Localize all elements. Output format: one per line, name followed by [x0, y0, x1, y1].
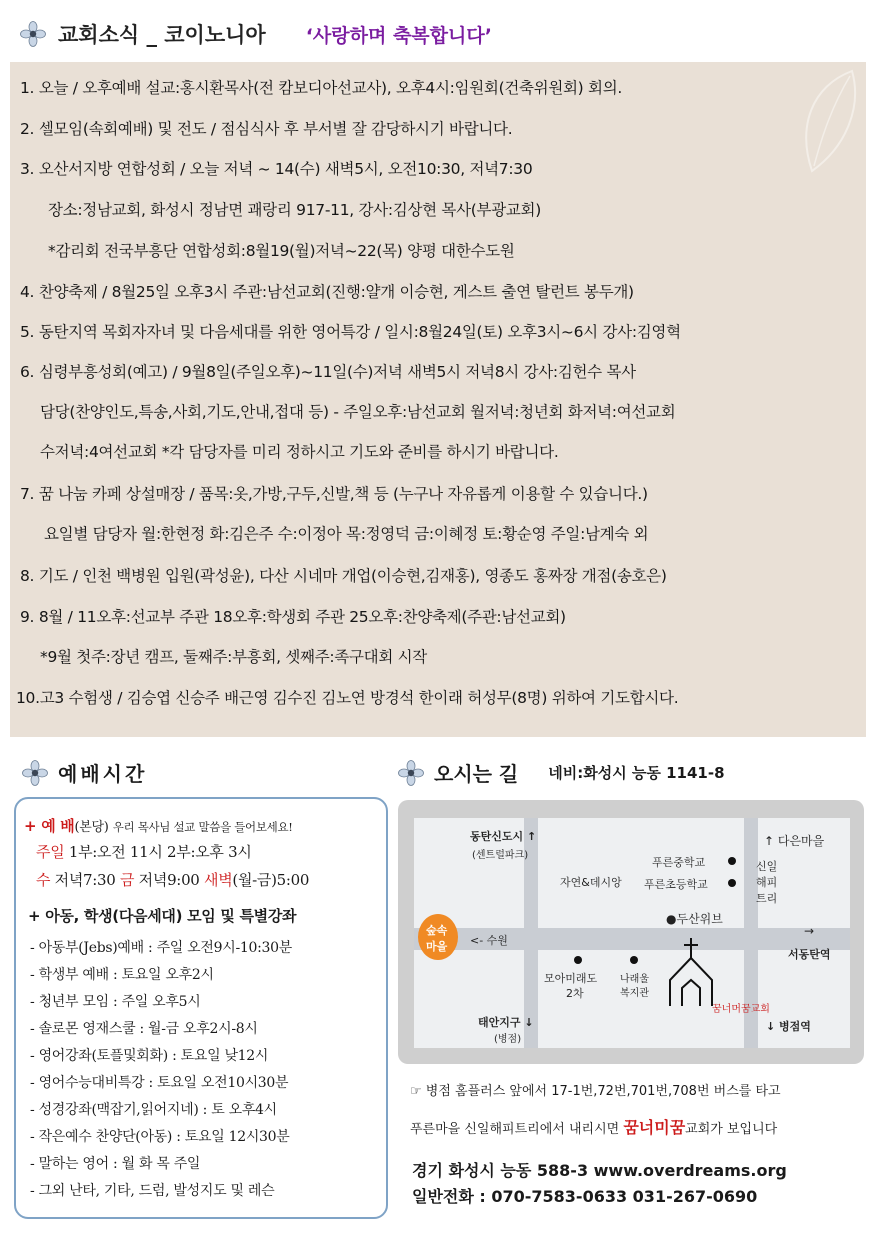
label-sinil: 트리 [756, 892, 778, 905]
map-frame [398, 800, 864, 1064]
label-central-park: (센트럴파크) [472, 850, 529, 861]
youth-header: + 아동, 학생(다음세대) 모임 및 특별강좌 [28, 907, 297, 925]
news-item: 6. 심령부흥성회(예고) / 9월8일(주일오후)~11일(수)저녁 새벽5시 저녁8시 강사:김헌수 목사 [20, 363, 636, 381]
label-sinil: 해피 [756, 876, 778, 889]
youth-item: - 그외 난타, 기타, 드럼, 발성지도 및 레슨 [30, 1183, 275, 1199]
dawn-time: (월-금)5:00 [232, 871, 310, 889]
news-item: 2. 셀모임(속회예배) 및 전도 / 점심식사 후 부서별 잘 감당하시기 바랍니다. [20, 120, 513, 138]
service-header [24, 815, 293, 836]
marker-dot [728, 857, 736, 865]
news-item: 1. 오늘 / 오후예배 설교:홍시환목사(전 캄보디아선교사), 오후4시:임원회(건축위원회) 회의. [20, 79, 623, 97]
label-suwon: <- 수원 [470, 934, 508, 947]
flower-icon [398, 760, 424, 786]
label-nature: 자연&데시앙 [560, 876, 622, 889]
youth-item: - 솔로몬 영재스쿨 : 월-금 오후2시-8시 [30, 1021, 258, 1037]
worship-box [14, 797, 388, 1219]
wed-time: 저녁7:30 [50, 871, 121, 889]
youth-item: - 청년부 모임 : 주일 오후5시 [30, 994, 201, 1010]
marker-dot [630, 956, 638, 964]
sunday-service [36, 841, 252, 862]
news-item: 5. 동탄지역 목회자자녀 및 다음세대를 위한 영어특강 / 일시:8월24일(토) 오후3시~6시 강사:김영혁 [20, 323, 681, 341]
bus-note-2c: 교회가 보입니다 [685, 1122, 778, 1137]
navi-address: 네비:화성시 능동 1141-8 [548, 764, 725, 782]
youth-item: - 영어강좌(토플및회화) : 토요일 낮12시 [30, 1048, 269, 1064]
label-seodongtan: 서동탄역 [788, 948, 831, 961]
news-item: 장소:정남교회, 화성시 정남면 괘랑리 917-11, 강사:김상현 목사(부광교회) [48, 201, 541, 219]
phone: 일반전화 : 070-7583-0633 031-267-0690 [412, 1187, 758, 1206]
map [414, 818, 850, 1048]
label-byeongjeom-paren: (병점) [494, 1034, 522, 1045]
youth-item: - 영어수능대비특강 : 토요일 오전10시30분 [30, 1075, 289, 1091]
youth-item: - 말하는 영어 : 월 화 목 주일 [30, 1156, 201, 1172]
label-moami: 2차 [566, 987, 584, 1000]
motto: ‘사랑하며 축복합니다’ [305, 24, 492, 47]
sunday-label: 주일 [36, 843, 65, 861]
news-item: 요일별 담당자 월:한현정 화:김은주 수:이정아 목:정영덕 금:이혜정 토:황순영 주일:남계숙 외 [44, 525, 649, 543]
label-doosan: ●두산위브 [666, 912, 723, 926]
church-name: 꿈너미꿈 [623, 1118, 686, 1137]
youth-item: - 성경강좌(맥잡기,읽어지네) : 토 오후4시 [30, 1102, 277, 1118]
label-pureun-mid: 푸른중학교 [652, 856, 706, 869]
news-item: 수저녁:4여선교회 *각 담당자를 미리 정하시고 기도와 준비를 하시기 바랍니다. [40, 443, 559, 461]
label-narae: 복지관 [620, 988, 649, 999]
marker-dot [728, 879, 736, 887]
news-box [10, 62, 866, 737]
worship-title: 예배시간 [58, 762, 148, 786]
news-item: 10.고3 수험생 / 김승엽 신승주 배근영 김수진 김노연 방경석 한이래 허성무(8명) 위하여 기도합시다. [16, 689, 679, 707]
label-moami: 모아미래도 [544, 972, 598, 985]
service-note: 우리 목사님 설교 말씀을 들어보세요! [112, 820, 293, 834]
label-pureun-elem: 푸른초등학교 [644, 878, 708, 891]
fri-time: 저녁9:00 [134, 871, 205, 889]
marker-dot [574, 956, 582, 964]
bus-note-2a: 푸른마을 신일해피트리에서 내리시면 [410, 1122, 624, 1137]
youth-item: - 학생부 예배 : 토요일 오후2시 [30, 967, 214, 983]
leaf-icon [792, 66, 862, 176]
label-dongtan: 동탄신도시 ↑ [470, 830, 537, 843]
news-item: *감리회 전국부흥단 연합성회:8월19(월)저녁~22(목) 양평 대한수도원 [48, 242, 515, 260]
news-item: 9. 8월 / 11오후:선교부 주관 18오후:학생회 주관 25오후:찬양축제(주관:남선교회) [20, 608, 566, 626]
label-forest: 숲속 [426, 924, 448, 937]
news-item: 4. 찬양축제 / 8월25일 오후3시 주관:남선교회(진행:얄개 이승현, 게스트 출연 탈런트 봉두개) [20, 283, 634, 301]
label-narae: 나래울 [620, 974, 649, 985]
church-icon [664, 936, 718, 1010]
sunday-times: 1부:오전 11시 2부:오후 3시 [64, 843, 252, 861]
worship-header [22, 758, 147, 787]
address: 경기 화성시 능동 588-3 www.overdreams.org [412, 1161, 787, 1180]
flower-icon [22, 760, 48, 786]
weekday-services [36, 869, 309, 890]
flower-icon [20, 21, 46, 47]
label-forest: 마을 [426, 940, 448, 953]
directions-header [398, 758, 725, 787]
wed-label: 수 [36, 871, 51, 889]
news-item: 8. 기도 / 인천 백병원 입원(곽성윤), 다산 시네마 개업(이승현,김재홍), 영종도 홍짜장 개점(송호은) [20, 567, 667, 585]
fri-label: 금 [120, 871, 135, 889]
news-header [20, 14, 492, 54]
bus-note-2 [410, 1115, 777, 1138]
label-sinil: 신일 [756, 860, 778, 873]
directions-title: 오시는 길 [434, 762, 519, 786]
label-church: 꿈너머꿈교회 [712, 1004, 770, 1015]
service-loc: (본당) [74, 820, 109, 835]
bus-note: ☞ 병점 홈플러스 앞에서 17-1번,72번,701번,708번 버스를 타고 [410, 1084, 781, 1099]
arrow-east-icon: → [804, 924, 815, 938]
page-title: 교회소식 _ 코이노니아 [58, 23, 266, 47]
service-head: + 예 배 [24, 817, 75, 835]
label-taean: 태안지구 ↓ [478, 1016, 534, 1029]
news-item: 담당(찬양인도,특송,사회,기도,안내,접대 등) - 주일오후:남선교회 월저녁:청년회 화저녁:여선교회 [40, 403, 676, 421]
news-item: 7. 꿈 나눔 카페 상설매장 / 품목:옷,가방,구두,신발,책 등 (누구나 자유롭게 이용할 수 있습니다.) [20, 485, 648, 503]
news-item: *9월 첫주:장년 캠프, 둘째주:부흥회, 셋째주:족구대회 시작 [40, 648, 427, 666]
dawn-label: 새벽 [204, 871, 233, 889]
news-item: 3. 오산서지방 연합성회 / 오늘 저녁 ~ 14(수) 새벽5시, 오전10:30, 저녁7:30 [20, 160, 533, 178]
label-byeongjeom: ↓ 병점역 [766, 1020, 811, 1033]
youth-item: - 작은예수 찬양단(아동) : 토요일 12시30분 [30, 1129, 290, 1145]
youth-item: - 아동부(Jebs)예배 : 주일 오전9시-10:30분 [30, 940, 292, 956]
label-dasun: ↑ 다은마을 [764, 834, 825, 848]
